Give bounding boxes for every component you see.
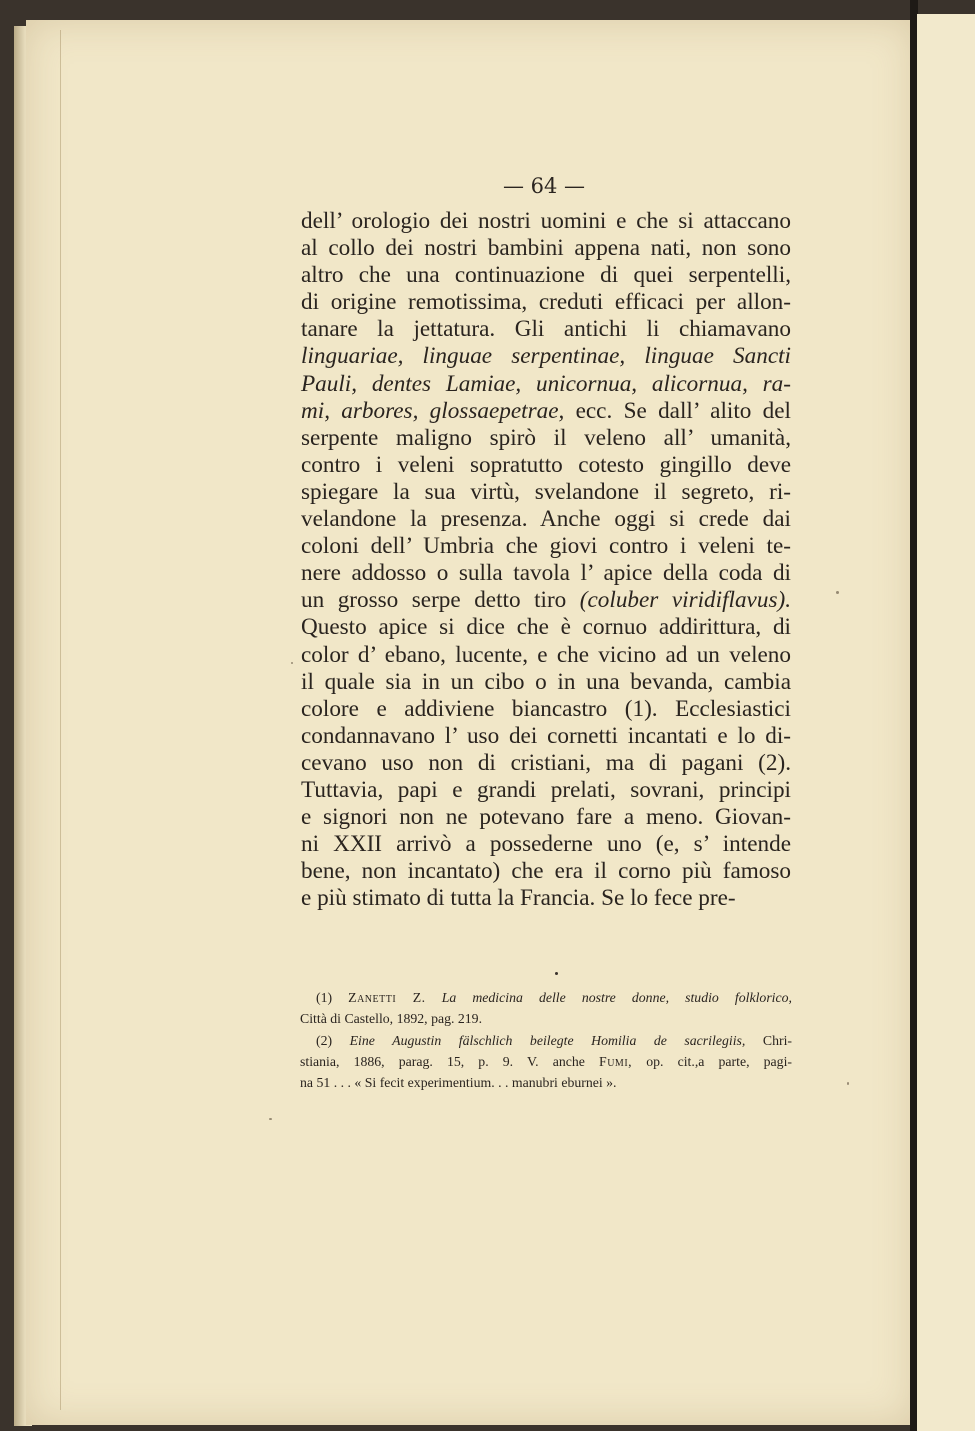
paper-speck: [269, 1118, 272, 1120]
footnote-2-line-2: [300, 1051, 792, 1072]
text-line: bene, non incantato) che era il corno più famoso: [301, 858, 791, 885]
text-line: coloni dell’ Umbria che giovi contro i veleni te-: [301, 533, 791, 560]
text-line: e signori non ne potevano fare a meno. Giovan-: [301, 804, 791, 831]
italic-text: Pauli, dentes Lamiae, unicornua, alicornua, ra-: [301, 370, 791, 397]
body-text: [301, 208, 791, 912]
footnote-author: Fumi,: [599, 1053, 633, 1069]
text-line: al collo dei nostri bambini appena nati, non sono: [301, 235, 791, 262]
footnote-mark: (1): [316, 990, 333, 1005]
footnote-1-line-2: Città di Castello, 1892, pag. 219.: [300, 1011, 483, 1027]
text-line: ni XXII arrivò a possederne uno (e, s’ intende: [301, 831, 791, 858]
paper-speck: [847, 1082, 849, 1085]
text-line: nere addosso o sulla tavola l’ apice della coda di: [301, 560, 791, 587]
italic-text: (coluber viridiflavus).: [579, 587, 791, 614]
text-line: serpente maligno spirò il veleno all’ umanità,: [301, 424, 791, 451]
text-line: [301, 343, 791, 370]
footnote-text: Chri-: [762, 1032, 793, 1048]
text-line: altro che una continuazione di quei serpentelli,: [301, 262, 791, 289]
facing-page: [917, 14, 975, 1431]
text-line: di origine remotissima, creduti efficaci per allon-: [301, 289, 791, 316]
footnote-text: stiania, 1886, parag. 15, p. 9. V. anche: [300, 1053, 585, 1069]
text-line: dell’ orologio dei nostri uomini e che si attaccano: [301, 208, 791, 234]
text-span: un grosso serpe detto tiro: [301, 587, 567, 614]
text-line: tanare la jettatura. Gli antichi li chiamavano: [301, 316, 791, 343]
paper-speck: [291, 662, 293, 664]
paper-speck: [836, 591, 839, 594]
footnote-title: La medicina delle nostre donne, studio folklorico,: [441, 990, 792, 1005]
text-line: condannavano l’ uso dei cornetti incantati e lo di-: [301, 722, 791, 749]
footnote-text: op. cit.,a parte, pagi-: [646, 1053, 793, 1069]
footnote-divider-dot: [555, 972, 558, 975]
text-line: cevano uso non di cristiani, ma di pagani (2).: [301, 749, 791, 776]
footnote-author: Zanetti Z.: [348, 990, 426, 1005]
text-line: colore e addiviene biancastro (1). Ecclesiastici: [301, 695, 791, 722]
text-line: spiegare la sua virtù, svelandone il segreto, ri-: [301, 478, 791, 505]
text-line: Tuttavia, papi e grandi prelati, sovrani, principi: [301, 776, 791, 803]
text-line: [301, 398, 791, 425]
footnote-2-line-3: na 51 . . . « Si fecit experimentium. . . manubri eburnei ».: [300, 1075, 617, 1091]
text-line: [301, 371, 791, 398]
footnotes: [300, 987, 792, 1093]
footnote-mark: (2): [316, 1032, 333, 1048]
italic-text: linguariae, linguae serpentinae, linguae Sancti: [301, 343, 791, 370]
text-line: color d’ ebano, lucente, e che vicino ad un veleno: [301, 641, 791, 668]
page-fold-line: [60, 30, 61, 1410]
text-line: velandone la presenza. Anche oggi si crede dai: [301, 506, 791, 533]
text-line: [301, 587, 791, 614]
footnote-1: [300, 987, 792, 1008]
text-line: contro i veleni sopratutto cotesto gingillo deve: [301, 451, 791, 478]
text-span: ecc. Se dall’ alito del: [575, 397, 791, 424]
footnote-title: Eine Augustin fälschlich beilegte Homilia de sacrilegiis,: [349, 1032, 746, 1048]
page-number: — 64 —: [502, 174, 586, 198]
text-line: il quale sia in un cibo o in una bevanda, cambia: [301, 668, 791, 695]
footnote-2: [300, 1030, 792, 1051]
text-line: e più stimato di tutta la Francia. Se lo fece pre-: [301, 885, 736, 912]
italic-text: mi, arbores, glossaepetrae,: [301, 397, 565, 424]
text-line: Questo apice si dice che è cornuo addirittura, di: [301, 614, 791, 641]
